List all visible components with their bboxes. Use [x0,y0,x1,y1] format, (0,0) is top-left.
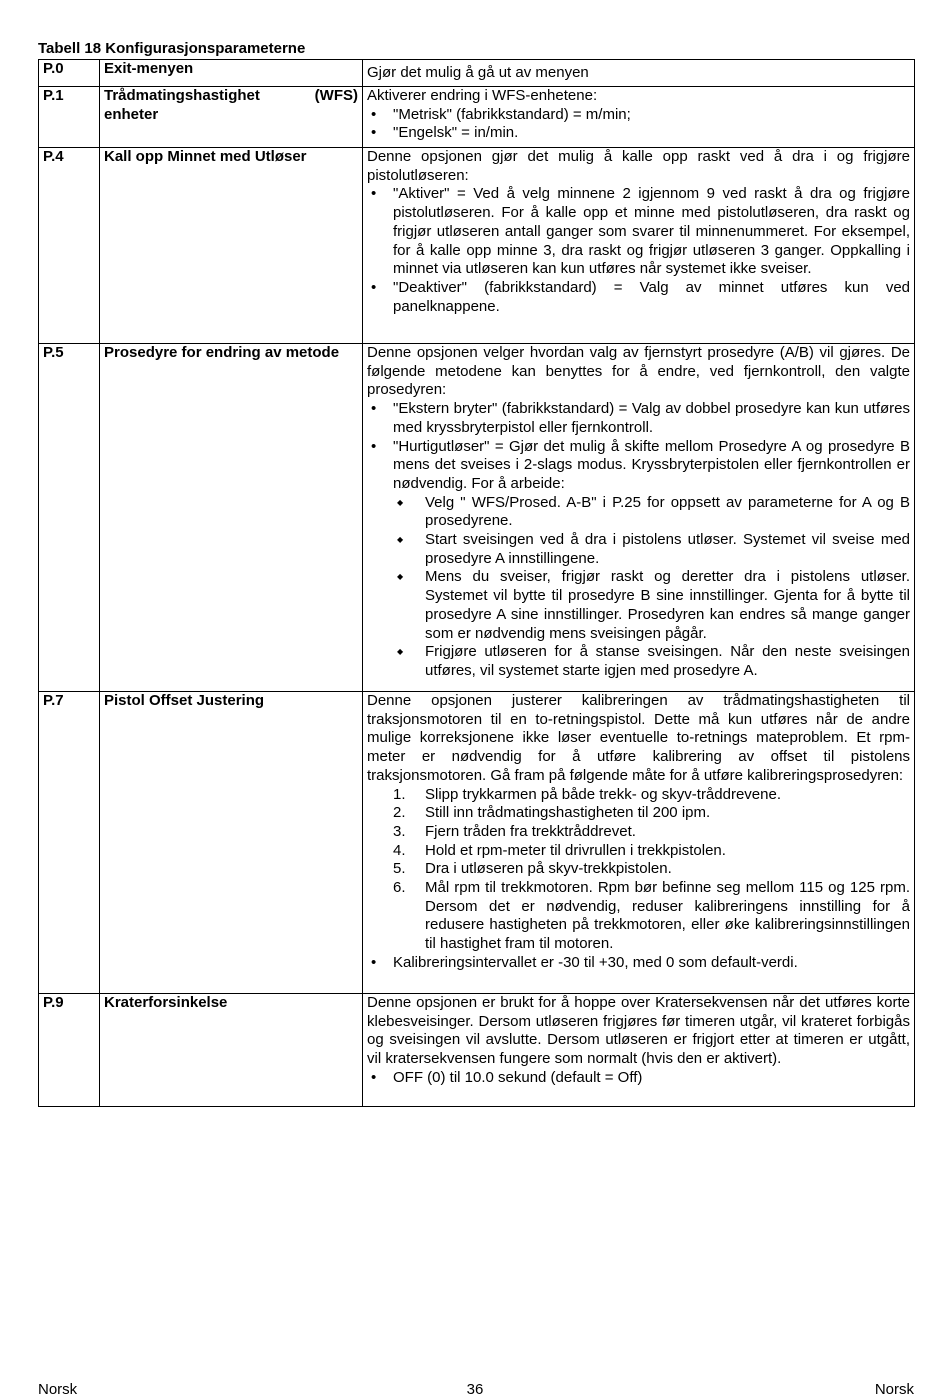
param-description [363,60,915,87]
param-code: P.1 [39,87,100,148]
table-row [39,692,915,994]
table-row [39,60,915,87]
param-name: Kraterforsinkelse [100,994,363,1107]
step-number: 6. [393,879,406,897]
list-item [393,823,910,842]
config-table [38,59,915,1107]
description-text: Gjør det mulig å gå ut av menyen [367,64,589,81]
list-item: ◆ Start sveisingen ved å dra i pistolens utløser. Systemet vil sveise med prosedyre A innstillingene. [393,531,910,568]
page-number: 36 [466,1381,484,1398]
list-item: • "Metrisk" (fabrikkstandard) = m/min; [367,106,910,125]
step-text: Still inn trådmatingshastigheten til 200 ipm. [425,804,711,822]
description-text: Denne opsjonen er brukt for å hoppe over Kratersekvensen når det utføres korte klebesveisinger. Dersom utløseren frigjøres før timeren utgår, vil krateret forbigås og sveisingen vil avslutte. Dersom utløseren er frigjort etter at timeren er utgått, vil kratersekvensen fungere som normalt (hvis den er aktivert). [367,994,910,1068]
table-row [39,994,915,1107]
param-code: P.7 [39,692,100,994]
list-item [393,879,910,954]
param-code: P.5 [39,344,100,692]
list-item: • "Ekstern bryter" (fabrikkstandard) = Valg av dobbel prosedyre kan kun utføres med kryssbryterpistol eller fjernkontroll. [367,400,910,437]
bullet-list [367,106,910,143]
list-item: ◆ Frigjøre utløseren for å stanse sveisingen. Når den neste sveisingen utføres, vil systemet starte igjen med prosedyre A. [393,643,910,680]
param-name: Prosedyre for endring av metode [100,344,363,692]
footer-right: Norsk [874,1381,914,1398]
param-name: Trådmatingshastighet (WFS) enheter [100,87,363,148]
step-number: 2. [393,804,406,822]
description-text: Denne opsjonen justerer kalibreringen av trådmatingshastigheten til traksjonsmotoren til en to-retningspistol. Dette må kun utføres når de andre mulige korreksjonene ikke løser eventuelle to-retnings mateproblem. Et rpm-meter er nødvendig for å utføre kalibrering av offset til pistolens traksjonsmotoren. Gå fram på følgende måte for å utføre kalibreringsprosedyren: [367,692,910,784]
description-text: Aktiverer endring i WFS-enhetene: [367,87,598,104]
param-name: Pistol Offset Justering [100,692,363,994]
step-text: Mål rpm til trekkmotoren. Rpm bør befinne seg mellom 115 og 125 rpm. Dersom det er nødvendig, reduser kalibreringens innstilling for å redusere hastigheten på trekkmotoren, eller øke kalibreringsinnstillingen til hastighet fram til motoren. [425,879,910,953]
list-item [393,786,910,805]
numbered-list [367,786,910,954]
param-name: Exit-menyen [100,60,363,87]
bullet-list [367,400,910,494]
table-row [39,87,915,148]
step-text: Hold et rpm-meter til drivrullen i trekkpistolen. [425,841,726,859]
list-item: • "Hurtigutløser" = Gjør det mulig å skifte mellom Prosedyre A og prosedyre B mens det sveises i 2-slags modus. Kryssbryterpistolen eller fjernkontrollen er nødvendig. For å arbeide: [367,438,910,494]
description-text: Denne opsjonen velger hvordan valg av fjernstyrt prosedyre (A/B) vil gjøres. De følgende metodene kan benyttes for å endre, ved fjernkontroll, den valgte prosedyren: [367,344,910,399]
param-description [363,344,915,692]
param-description [363,994,915,1107]
step-number: 5. [393,860,406,878]
list-item: ◆ Velg " WFS/Prosed. A-B" i P.25 for oppsett av parameterne for A og B prosedyrene. [393,494,910,531]
footer-left: Norsk [38,1381,78,1398]
table-row [39,148,915,344]
param-name: Kall opp Minnet med Utløser [100,148,363,344]
list-item [393,804,910,823]
step-text: Fjern tråden fra trekktråddrevet. [425,822,636,840]
list-item: • "Aktiver" = Ved å velg minnene 2 igjennom 9 ved raskt å dra og frigjøre pistolutløseren. For å kalle opp et minne med pistolutløseren, dra raskt og frigjør utløseren antall ganger som svarer til minnenummeret. For eksempel, for å kalle opp minne 3, dra raskt og frigjør utløseren 3 ganger. Oppkalling i minnet via utløseren kan kun utføres når systemet ikke sveiser. [367,185,910,279]
table-caption: Tabell 18 Konfigurasjonsparameterne [38,40,306,57]
param-code: P.4 [39,148,100,344]
step-text: Slipp trykkarmen på både trekk- og skyv-tråddrevene. [425,785,781,803]
list-item: • OFF (0) til 10.0 sekund (default = Off) [367,1069,910,1088]
param-description [363,692,915,994]
list-item: ◆ Mens du sveiser, frigjør raskt og deretter dra i pistolens utløser. Systemet vil bytte til prosedyre B sine innstillinger. Gjenta for å bytte til prosedyre A sine innstillinger. Prosedyren kan endres så mange ganger som er nødvendig mens sveisingen pågår. [393,568,910,643]
list-item [393,842,910,861]
description-text: Denne opsjonen gjør det mulig å kalle opp raskt ved å dra i og frigjøre pistolutløseren: [367,148,910,184]
bullet-list [367,954,910,973]
param-code: P.0 [39,60,100,87]
param-description [363,148,915,344]
param-description [363,87,915,148]
sub-bullet-list [367,494,910,681]
list-item [393,860,910,879]
param-code: P.9 [39,994,100,1107]
step-number: 4. [393,841,406,859]
step-text: Dra i utløseren på skyv-trekkpistolen. [425,860,672,878]
step-number: 1. [393,785,406,803]
list-item: • Kalibreringsintervallet er -30 til +30, med 0 som default-verdi. [367,954,910,973]
table-row [39,344,915,692]
bullet-list [367,185,910,316]
bullet-list [367,1069,910,1088]
list-item: • "Deaktiver" (fabrikkstandard) = Valg av minnet utføres kun ved panelknappene. [367,279,910,316]
list-item: • "Engelsk" = in/min. [367,124,910,143]
step-number: 3. [393,822,406,840]
